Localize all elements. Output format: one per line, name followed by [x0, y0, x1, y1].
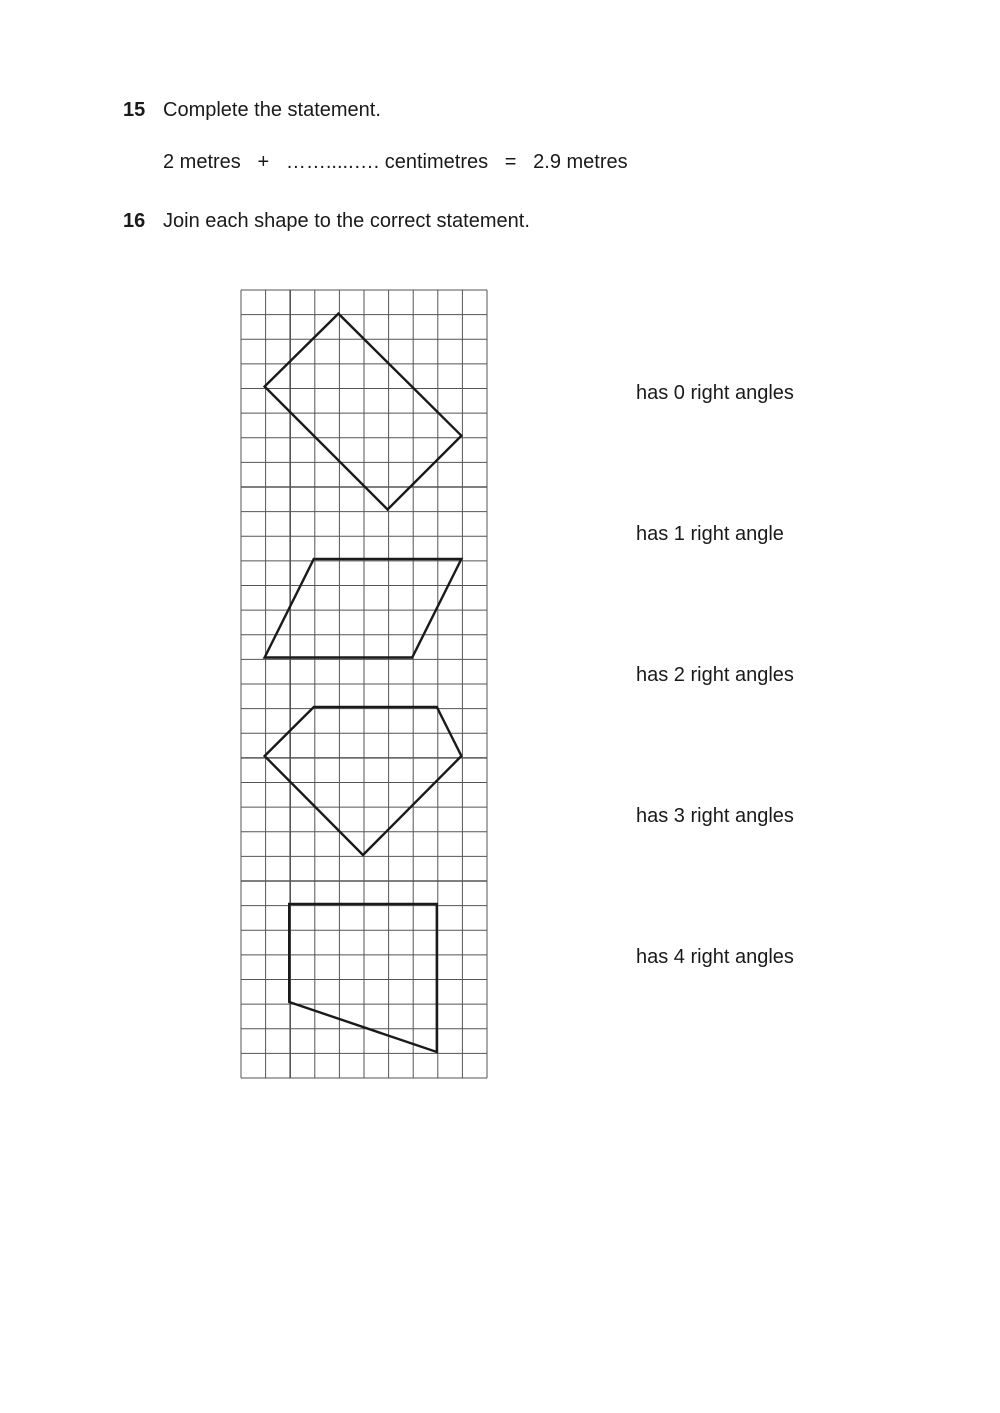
statement-2-right-angles[interactable]: has 2 right angles — [636, 664, 794, 686]
shape-trapezium[interactable] — [289, 904, 437, 1052]
answer-blank[interactable]: …….....…. — [285, 151, 385, 173]
question-15-prompt: Complete the statement. — [163, 99, 381, 121]
statement-3-right-angles[interactable]: has 3 right angles — [636, 805, 794, 827]
shape-parallelogram[interactable] — [265, 559, 462, 658]
statement-0-right-angles[interactable]: has 0 right angles — [636, 382, 794, 404]
shape-pentagon[interactable] — [265, 707, 462, 855]
grid-lines — [241, 290, 487, 1078]
statement-result: 2.9 metres — [533, 151, 628, 173]
shape-tilted-rectangle[interactable] — [265, 314, 462, 510]
statement-part-centimetres: centimetres — [384, 151, 489, 173]
question-16-number: 16 — [123, 210, 146, 232]
statement-1-right-angle[interactable]: has 1 right angle — [636, 523, 784, 545]
question-15-statement — [163, 151, 628, 174]
question-16-prompt: Join each shape to the correct statement. — [163, 210, 530, 232]
question-15-number: 15 — [123, 99, 146, 121]
plus-sign: + — [257, 151, 270, 173]
statement-4-right-angles[interactable]: has 4 right angles — [636, 946, 794, 968]
statement-part-metres: 2 metres — [163, 151, 241, 173]
equals-sign: = — [504, 151, 517, 173]
shape-grid — [240, 289, 488, 1079]
